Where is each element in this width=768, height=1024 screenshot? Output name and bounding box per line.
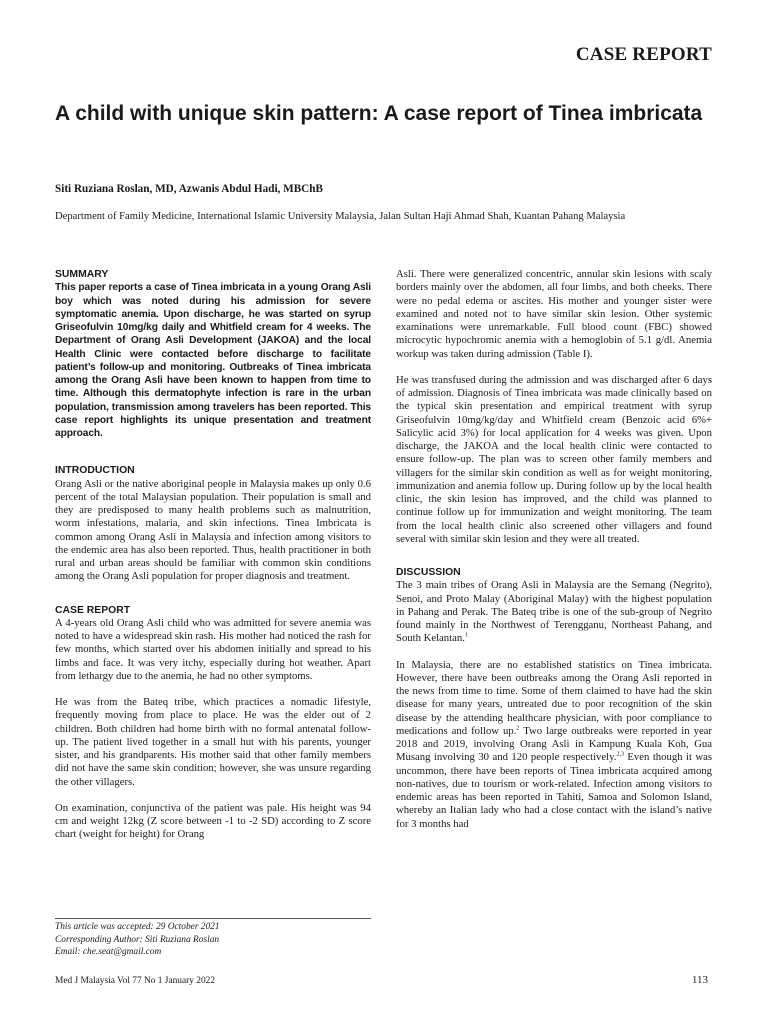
accepted-date: This article was accepted: 29 October 2021 [55, 922, 220, 932]
section-label: CASE REPORT [575, 44, 712, 65]
summary-heading: SUMMARY [55, 269, 109, 280]
discussion-paragraph-2c: Even though it was uncommon, there have been reports of Tinea imbricata acquired among non-natives, due to tourism or work-related. Infection among visitors to endemic areas has been reported in Tahiti, Samoa and Solomon Island, whereby an Italian lady who had a close contact with the island’s native for 3 months had [396, 751, 712, 830]
case-report-heading: CASE REPORT [55, 604, 131, 616]
summary-text: This paper reports a case of Tinea imbricata in a young Orang Asli boy which was noted during his admission for severe symptomatic anemia. Upon discharge, he was started on syrup Griseofulvin 10mg/kg daily and Whitfield cream for 4 weeks. The Department of Orang Asli Development (JAKOA) and the local Health Clinic were contacted before discharge to facilitate patient’s follow-up and monitoring. Outbreaks of Tinea imbricata among the Orang Asli have been known to happen from time to time. Although this dermatophyte infection is rare in the urban population, transmission among travelers has been reported. This case report highlights its unique presentation and treatment approach. [55, 282, 371, 439]
footnotes [55, 921, 385, 959]
case-continued-paragraph-1: Asli. There were generalized concentric, annular skin lesions with scaly borders mainly over the abdomen, all four limbs, and both cheeks. There were no pedal edema or ascites. His mother and younger sister were examined and noted not to have similar skin lesion. Other systemic examinations were unremarkable. Full blood count (FBC) showed microcytic hypochromic anemia with a hemoglobin of 5.1 g/dl. Anemia workup was taken during admission (Table I). [396, 268, 712, 360]
affiliation: Department of Family Medicine, International Islamic University Malaysia, Jalan Sultan Haji Ahmad Shah, Kuantan Pahang Malaysia [55, 211, 626, 222]
case-paragraph-2: He was from the Bateq tribe, which practices a nomadic lifestyle, frequently moving from place to place. He was the elder out of 2 children. Both children had home birth with no formal antenatal follow-up. The patient lived together in a small hut with his parents, younger sister, and his grandparents. His mother said that other family members did not have the same skin condition; however, she was unsure regarding the other villagers. [55, 696, 371, 788]
discussion-paragraph-1-text: The 3 main tribes of Orang Asli in Malaysia are the Semang (Negrito), Senoi, and Proto Malay (Aboriginal Malay) with the highest population in Pahang and Perak. The Bateq tribe is one of the sub-group of Negrito found mainly in the Northwest of Terengganu, Northeast Pahang, and South Kelantan. [396, 579, 712, 645]
citation-ref: 2,3 [616, 751, 624, 758]
discussion-paragraph-2b: Two large outbreaks were reported in year 2018 and 2019, involving Orang Asli in Kampung Kuala Koh, Gua Musang involving 30 and 120 people respectively. [396, 724, 712, 764]
author-list: Siti Ruziana Roslan, MD, Azwanis Abdul Hadi, MBChB [55, 183, 323, 195]
discussion-heading: DISCUSSION [396, 567, 461, 578]
author-email: Email: che.seat@gmail.com [55, 947, 162, 957]
corresponding-author: Corresponding Author: Siti Ruziana Roslan [55, 934, 220, 945]
case-paragraph-3: On examination, conjunctiva of the patient was pale. His height was 94 cm and weight 12kg (Z score between -1 to -2 SD) according to Z score chart (weight for height) for Orang [55, 801, 371, 841]
left-column [55, 268, 371, 855]
journal-citation: Med J Malaysia Vol 77 No 1 January 2022 [55, 976, 216, 986]
discussion-paragraph-2a: In Malaysia, there are no established statistics on Tinea imbricata. However, there have been outbreaks among the Orang Asli reported in the news from time to time. Some of them claimed to have had the skin disease for many years, untreated due to poor recognition of the skin disease by the attending healthcare physician, with poor compliance to medications and follow up. [396, 658, 712, 737]
citation-ref: 2 [516, 725, 520, 732]
discussion-paragraph-1 [396, 579, 712, 645]
footnote-divider [55, 918, 371, 919]
article-title: A child with unique skin pattern: A case report of Tinea imbricata [55, 102, 703, 125]
case-continued-paragraph-2: He was transfused during the admission and was discharged after 6 days of admission. Diagnosis of Tinea imbricata was made clinically based on the typical skin presentation and empirical treatment with syrup Griseofulvin 10mg/kg/day and Whitfield cream (Benzoic acid 6%+ Salicylic acid 3%) for local application for 4 weeks was given. Upon discharge, the JAKOA and the local health clinic were contacted to ensure follow-up. The plan was to screen other family members and villagers for the similar skin condition as well as for weight monitoring, immunization and anemia follow up. During follow up by the local health clinic, the skin lesion has improved, and the child was planned to continue follow up for immunization and weight monitoring. The team from the local health clinic also screened other villagers and found several with similar skin lesion and they were all treated. [396, 373, 712, 545]
introduction-heading: INTRODUCTION [55, 465, 135, 477]
discussion-paragraph-2 [396, 659, 712, 831]
case-paragraph-1: A 4-years old Orang Asli child who was admitted for severe anemia was noted to have a widespread skin rash. His mother had noticed the rash for few months, which started over his abdomen initially and spread to his limbs and face. It was very itchy, especially during hot weather. Apart from lethargy due to the anemia, he had no other symptoms. [55, 616, 371, 682]
right-column [396, 268, 712, 844]
citation-ref: 1 [464, 632, 468, 639]
introduction-text: Orang Asli or the native aboriginal people in Malaysia makes up only 0.6 percent of the total Malaysian population. Their population is small and they are predisposed to many health problems such as malnutrition, worm infestations, malaria, and skin infections. Tinea Imbricata is common among Orang Asli in Malaysia and infection among visitors to the endemic area has also been reported. Thus, health practitioner in both rural and urban areas should be familiar with common skin conditions among the Orang Asli population for proper diagnosis and treatment. [55, 477, 371, 583]
page-number: 113 [691, 974, 708, 986]
